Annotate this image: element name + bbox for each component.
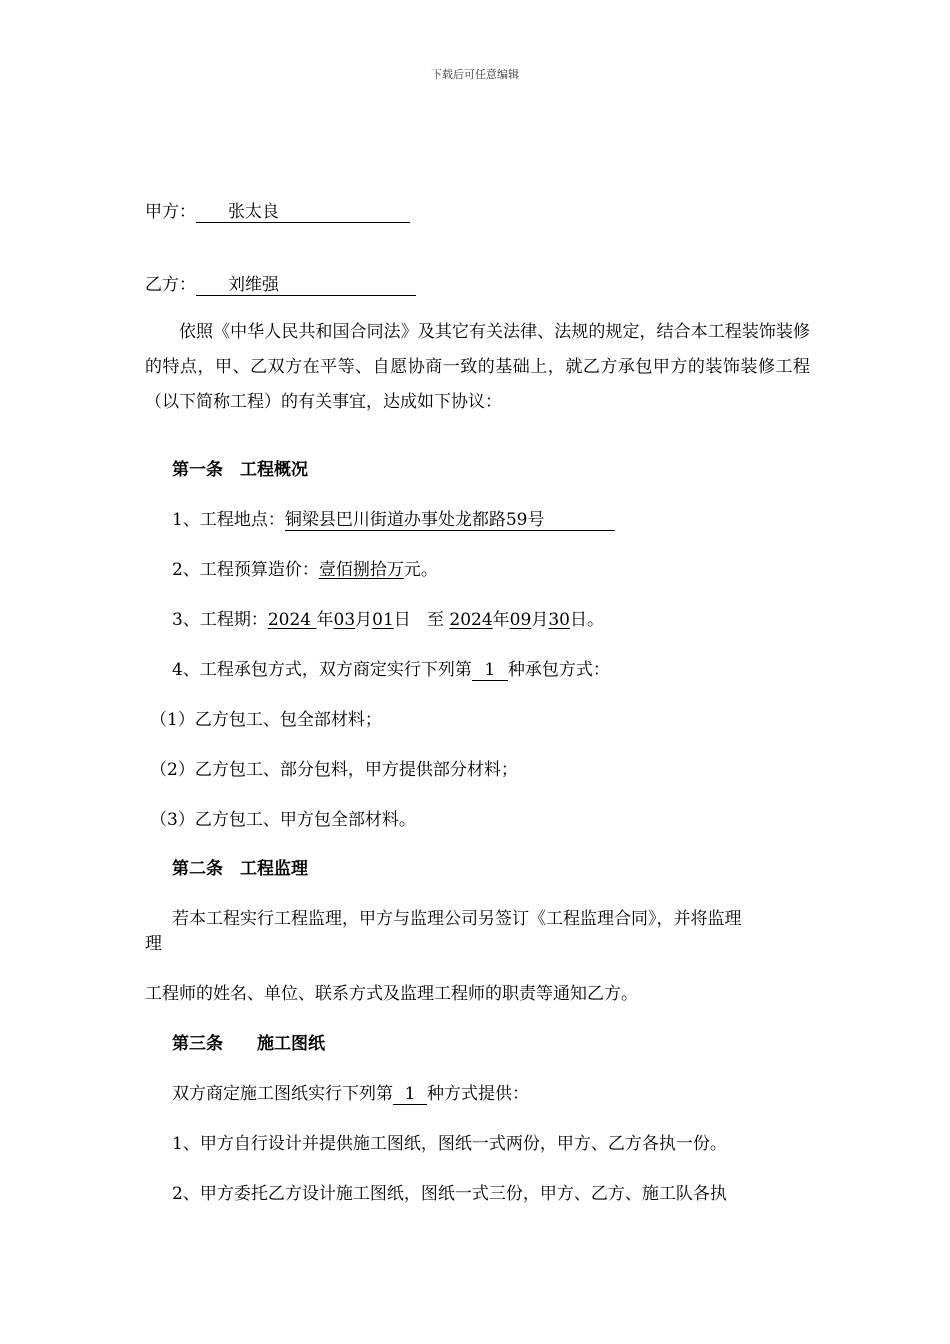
project-location-label: 1、工程地点： bbox=[172, 510, 285, 530]
project-location-line bbox=[172, 509, 615, 531]
party-a-name: 张太良 bbox=[228, 202, 279, 222]
start-month: 03 bbox=[333, 610, 356, 630]
end-year: 2024 bbox=[449, 610, 493, 630]
drawing-item-2: 2、甲方委托乙方设计施工图纸，图纸一式三份，甲方、乙方、施工队各执 bbox=[172, 1184, 727, 1204]
article2-para1: 若本工程实行工程监理，甲方与监理公司另签订《工程监理合同》，并将监理 bbox=[172, 909, 742, 929]
drawing-method-line bbox=[172, 1083, 529, 1105]
method-option-2: （2）乙方包工、部分包料，甲方提供部分材料； bbox=[150, 760, 518, 780]
intro-paragraph: 依照《中华人民共和国合同法》及其它有关法律、法规的规定，结合本工程装饰装修的特点，甲、乙双方在平等、自愿协商一致的基础上，就乙方承包甲方的装饰装修工程（以下简称工程）的有关事宜，达成如下协议： bbox=[145, 322, 810, 412]
end-year-char: 年 bbox=[492, 610, 510, 630]
method-option-3: （3）乙方包工、甲方包全部材料。 bbox=[150, 810, 416, 830]
drawing-item-1: 1、甲方自行设计并提供施工图纸，图纸一式两份，甲方、乙方各执一份。 bbox=[172, 1134, 727, 1154]
article2-para1-wrap: 理 bbox=[145, 934, 162, 954]
project-budget-suffix: 元。 bbox=[403, 560, 438, 580]
party-a-line bbox=[145, 201, 410, 223]
project-location-value: 铜梁县巴川街道办事处龙都路59号 bbox=[285, 510, 615, 531]
method-value: 1 bbox=[472, 660, 508, 681]
article1-title: 第一条 工程概况 bbox=[172, 460, 308, 480]
drawing-suffix: 种方式提供： bbox=[427, 1084, 529, 1104]
party-b-field bbox=[196, 275, 416, 296]
project-budget-label: 2、工程预算造价： bbox=[172, 560, 319, 580]
drawing-prefix: 双方商定施工图纸实行下列第 bbox=[172, 1084, 393, 1104]
article2-para2: 工程师的姓名、单位、联系方式及监理工程师的职责等通知乙方。 bbox=[145, 984, 638, 1004]
start-year-char: 年 bbox=[316, 610, 334, 630]
method-suffix: 种承包方式： bbox=[507, 660, 610, 680]
contract-method-line bbox=[172, 659, 610, 681]
project-period-line bbox=[172, 609, 604, 631]
to-char: 至 bbox=[427, 610, 444, 630]
project-budget-value: 壹佰捌拾万 bbox=[318, 560, 404, 580]
header-note: 下载后可任意编辑 bbox=[431, 68, 519, 81]
method-option-1: （1）乙方包工、包全部材料； bbox=[150, 710, 382, 730]
start-day: 01 bbox=[372, 610, 394, 630]
start-day-char: 日 bbox=[393, 610, 411, 630]
project-budget-line bbox=[172, 559, 438, 581]
article3-title: 第三条 施工图纸 bbox=[172, 1034, 325, 1054]
end-month: 09 bbox=[509, 610, 532, 630]
party-a-field bbox=[196, 202, 410, 223]
period-end: 日。 bbox=[569, 610, 604, 630]
party-b-line bbox=[145, 274, 416, 296]
start-year: 2024 bbox=[267, 610, 312, 630]
party-b-name: 刘维强 bbox=[228, 275, 279, 295]
end-month-char: 月 bbox=[531, 610, 549, 630]
article2-title: 第二条 工程监理 bbox=[172, 859, 308, 879]
drawing-value: 1 bbox=[393, 1084, 427, 1105]
end-day: 30 bbox=[548, 610, 570, 630]
start-month-char: 月 bbox=[355, 610, 373, 630]
period-label: 3、工程期： bbox=[172, 610, 268, 630]
party-a-label: 甲方： bbox=[145, 202, 196, 222]
party-b-label: 乙方： bbox=[145, 275, 196, 295]
method-prefix: 4、工程承包方式，双方商定实行下列第 bbox=[172, 660, 472, 680]
